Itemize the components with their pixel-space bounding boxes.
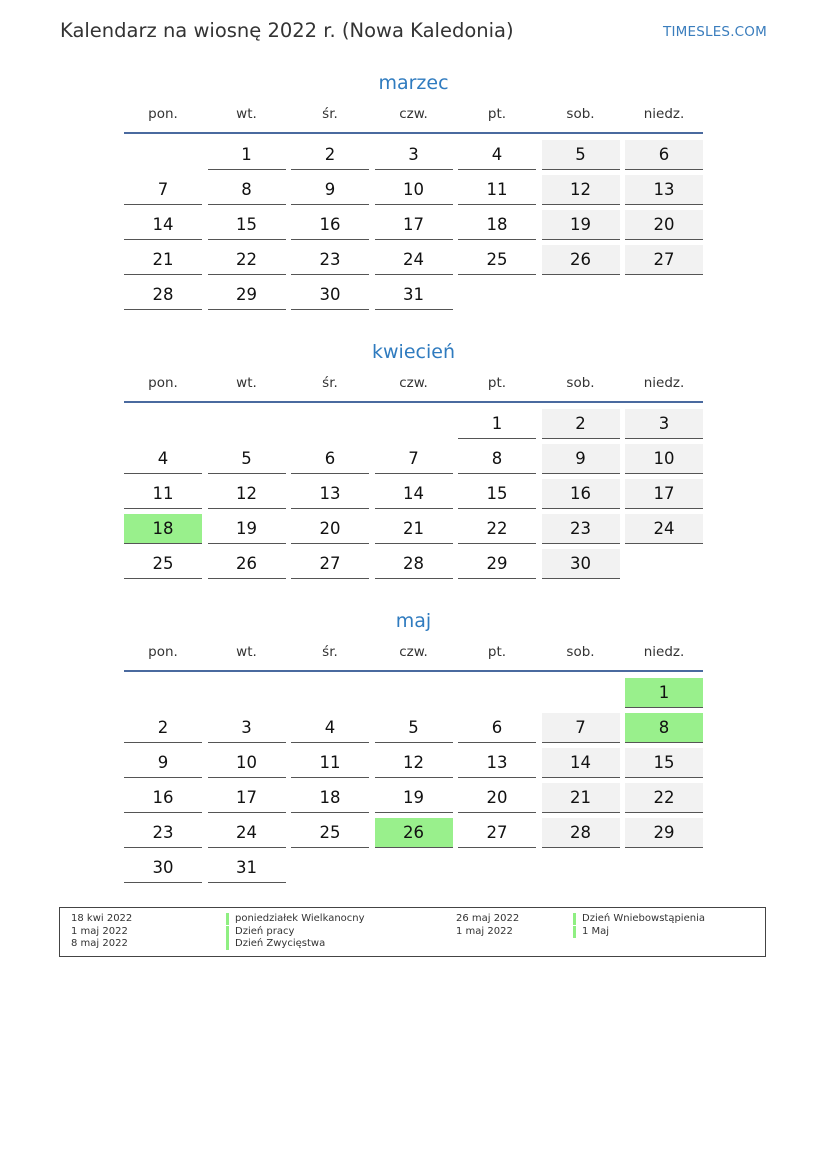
day-cell: 23 [124,818,202,848]
day-cell: 5 [375,713,453,743]
day-cell: 22 [458,514,536,544]
weekday-label: czw. [399,375,428,391]
month-title: maj [395,610,432,632]
day-cell: 9 [291,175,369,205]
weekday-label: pon. [148,375,178,391]
weekday-label: pt. [487,644,507,660]
day-cell: 1 [625,678,703,708]
day-cell: 24 [208,818,286,848]
day-cell: 1 [208,140,286,170]
month-may [124,608,703,883]
weekday-label: śr. [322,106,338,122]
legend-holiday-name: Dzień Zwycięstwa [226,938,325,950]
day-cell: 8 [208,175,286,205]
empty-cell [291,678,369,708]
empty-cell [542,853,620,883]
day-cell: 13 [291,479,369,509]
legend-holiday-name: 1 Maj [573,926,609,938]
empty-cell [542,678,620,708]
day-cell: 4 [291,713,369,743]
day-cell: 3 [375,140,453,170]
day-cell: 2 [124,713,202,743]
day-cell: 17 [625,479,703,509]
weekday-label: wt. [236,375,257,391]
empty-cell [208,678,286,708]
weekday-label: śr. [322,375,338,391]
legend-date: 18 kwi 2022 [71,913,133,924]
day-cell: 16 [124,783,202,813]
day-cell: 16 [542,479,620,509]
day-cell: 27 [458,818,536,848]
day-cell: 24 [625,514,703,544]
empty-cell [625,549,703,579]
day-cell: 13 [625,175,703,205]
legend-date: 8 maj 2022 [71,938,128,949]
empty-cell [375,853,453,883]
day-cell: 11 [458,175,536,205]
empty-cell [458,853,536,883]
day-cell: 10 [625,444,703,474]
day-cell: 3 [625,409,703,439]
day-cell: 21 [375,514,453,544]
empty-cell [375,678,453,708]
header-rule [124,132,703,134]
weekday-label: sob. [566,644,595,660]
empty-cell [458,678,536,708]
day-cell: 13 [458,748,536,778]
day-cell: 7 [124,175,202,205]
site-link[interactable]: TIMESLES.COM [663,24,767,40]
day-cell: 15 [208,210,286,240]
day-cell: 24 [375,245,453,275]
day-cell: 2 [291,140,369,170]
day-grid [124,678,703,883]
day-cell: 20 [625,210,703,240]
day-cell: 9 [124,748,202,778]
day-cell: 4 [124,444,202,474]
day-cell: 25 [124,549,202,579]
day-cell: 10 [208,748,286,778]
legend-date: 26 maj 2022 [456,913,520,924]
day-cell: 19 [375,783,453,813]
empty-cell [625,280,703,310]
day-cell: 11 [291,748,369,778]
weekday-label: niedz. [643,375,685,391]
month-april [124,339,703,579]
day-cell: 31 [375,280,453,310]
empty-cell [124,409,202,439]
day-cell: 17 [208,783,286,813]
day-cell: 30 [542,549,620,579]
day-cell: 18 [458,210,536,240]
weekday-label: niedz. [643,106,685,122]
legend-holiday-name: Dzień pracy [226,926,294,938]
day-cell: 20 [458,783,536,813]
page-title: Kalendarz na wiosnę 2022 r. (Nowa Kaledonia) [60,19,514,42]
day-cell: 12 [542,175,620,205]
day-cell: 5 [542,140,620,170]
day-cell: 14 [542,748,620,778]
day-cell: 8 [625,713,703,743]
legend-holiday-name: Dzień Wniebowstąpienia [573,913,705,925]
day-cell: 28 [375,549,453,579]
day-cell: 20 [291,514,369,544]
month-title: kwiecień [372,341,455,363]
day-cell: 4 [458,140,536,170]
day-cell: 23 [542,514,620,544]
legend-date: 1 maj 2022 [71,926,128,937]
empty-cell [375,409,453,439]
day-cell: 18 [124,514,202,544]
day-cell: 30 [124,853,202,883]
day-cell: 19 [542,210,620,240]
day-cell: 25 [458,245,536,275]
day-cell: 26 [375,818,453,848]
day-cell: 14 [124,210,202,240]
day-cell: 12 [208,479,286,509]
day-cell: 1 [458,409,536,439]
day-cell: 28 [542,818,620,848]
day-cell: 29 [458,549,536,579]
weekday-header [124,641,703,663]
weekday-label: pt. [487,375,507,391]
day-cell: 10 [375,175,453,205]
empty-cell [625,853,703,883]
day-grid [124,140,703,310]
header-rule [124,401,703,403]
weekday-label: sob. [566,375,595,391]
weekday-label: wt. [236,644,257,660]
day-cell: 27 [291,549,369,579]
weekday-label: czw. [399,106,428,122]
empty-cell [458,280,536,310]
day-cell: 26 [542,245,620,275]
day-cell: 7 [542,713,620,743]
day-cell: 9 [542,444,620,474]
day-cell: 16 [291,210,369,240]
weekday-label: czw. [399,644,428,660]
day-cell: 12 [375,748,453,778]
day-cell: 15 [458,479,536,509]
day-cell: 26 [208,549,286,579]
day-cell: 28 [124,280,202,310]
day-cell: 27 [625,245,703,275]
day-cell: 3 [208,713,286,743]
day-cell: 21 [124,245,202,275]
weekday-label: wt. [236,106,257,122]
day-cell: 21 [542,783,620,813]
day-cell: 2 [542,409,620,439]
day-cell: 18 [291,783,369,813]
empty-cell [542,280,620,310]
day-cell: 30 [291,280,369,310]
weekday-header [124,103,703,125]
day-cell: 6 [291,444,369,474]
empty-cell [291,853,369,883]
day-cell: 29 [208,280,286,310]
day-cell: 23 [291,245,369,275]
day-cell: 15 [625,748,703,778]
day-cell: 14 [375,479,453,509]
empty-cell [124,140,202,170]
day-cell: 6 [458,713,536,743]
legend-holiday-name: poniedziałek Wielkanocny [226,913,365,925]
month-title: marzec [378,72,449,94]
day-cell: 6 [625,140,703,170]
day-cell: 25 [291,818,369,848]
weekday-label: śr. [322,644,338,660]
empty-cell [124,678,202,708]
day-grid [124,409,703,579]
day-cell: 11 [124,479,202,509]
weekday-label: sob. [566,106,595,122]
weekday-header [124,372,703,394]
month-march [124,70,703,310]
day-cell: 17 [375,210,453,240]
day-cell: 22 [625,783,703,813]
header-rule [124,670,703,672]
day-cell: 5 [208,444,286,474]
day-cell: 8 [458,444,536,474]
weekday-label: pon. [148,644,178,660]
day-cell: 22 [208,245,286,275]
empty-cell [208,409,286,439]
weekday-label: niedz. [643,644,685,660]
legend-date: 1 maj 2022 [456,926,513,937]
day-cell: 31 [208,853,286,883]
day-cell: 7 [375,444,453,474]
day-cell: 19 [208,514,286,544]
weekday-label: pt. [487,106,507,122]
empty-cell [291,409,369,439]
holiday-legend [59,907,766,957]
day-cell: 29 [625,818,703,848]
weekday-label: pon. [148,106,178,122]
